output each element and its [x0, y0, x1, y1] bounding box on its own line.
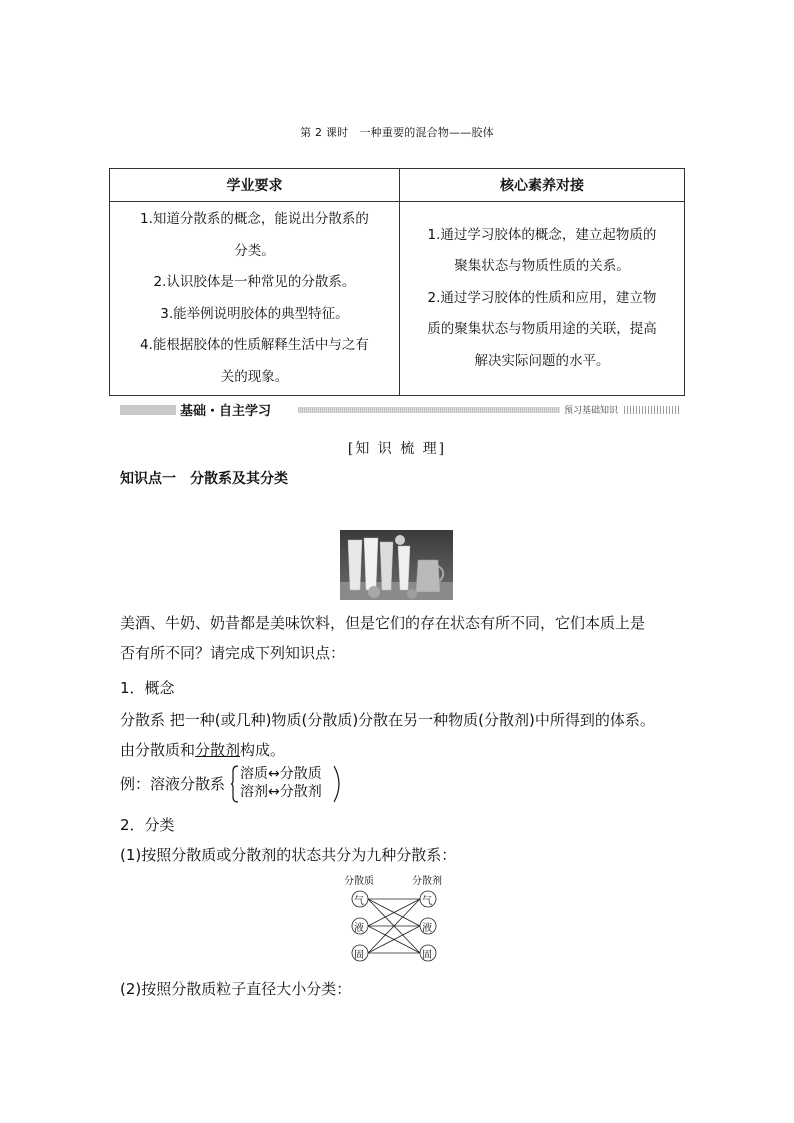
- academic-requirements-cell: [110, 202, 400, 396]
- dispersed-phase-header: 分散质: [344, 876, 374, 887]
- state-solid-right: 固: [422, 950, 432, 961]
- knowledge-review-heading: [知 识 梳 理]: [347, 441, 447, 457]
- drinks-photo: [340, 530, 453, 600]
- state-liquid-left: 液: [354, 923, 364, 934]
- state-gas-left: 气: [354, 896, 364, 907]
- classification-by-size: (2)按照分散质粒子直径大小分类：: [120, 980, 352, 998]
- section-2-heading: 2．分类: [120, 816, 175, 834]
- intro-line: 美酒、牛奶、奶昔都是美味饮料，但是它们的存在状态有所不同，它们本质上是: [120, 614, 646, 632]
- example-label: 例：溶液分散系: [120, 775, 226, 793]
- core-literacy-cell: [400, 202, 685, 396]
- section-1-heading: 1．概念: [120, 679, 175, 697]
- band-title: 基础・自主学习: [180, 404, 272, 419]
- table-line: 3.能举例说明胶体的典型特征。: [160, 305, 349, 322]
- table-line: 4.能根据胶体的性质解释生活中与之有: [140, 337, 369, 353]
- intro-line: 否有所不同？请完成下列知识点：: [120, 644, 346, 662]
- table-line: 分类。: [234, 242, 275, 259]
- example-line2: 溶剂↔分散剂: [240, 784, 322, 800]
- table-line: 1.通过学习胶体的概念，建立起物质的: [427, 226, 657, 243]
- table-line: 2.认识胶体是一种常见的分散系。: [153, 274, 356, 290]
- state-gas-right: 气: [422, 896, 432, 907]
- section-band: [120, 403, 680, 417]
- left-brace-icon: [230, 765, 240, 803]
- composition-line: [120, 739, 285, 760]
- table-line: 关的现象。: [220, 368, 289, 385]
- table-header-academic: 学业要求: [110, 169, 400, 202]
- dispersion-medium-header: 分散剂: [412, 876, 442, 887]
- band-decor-middle: [298, 407, 560, 413]
- table-line: 聚集状态与物质性质的关系。: [454, 258, 630, 275]
- composition-underlined: 分散剂: [195, 741, 241, 759]
- classification-by-state: (1)按照分散质或分散剂的状态共分为九种分散系：: [120, 846, 457, 864]
- knowledge-point-title: 知识点一 分散系及其分类: [120, 471, 288, 487]
- band-right-label: 预习基础知识: [564, 406, 619, 416]
- state-solid-left: 固: [354, 950, 364, 961]
- table-line: 2.通过学习胶体的性质和应用，建立物: [427, 289, 657, 306]
- table-header-core-literacy: 核心素养对接: [400, 169, 685, 202]
- composition-prefix: 由分散质和: [120, 741, 196, 759]
- band-decor-right: [624, 406, 680, 414]
- requirements-table: [109, 168, 685, 396]
- lesson-title: 第 2 课时 一种重要的混合物——胶体: [300, 126, 494, 139]
- table-line: 1.知道分散系的概念，能说出分散系的: [140, 211, 369, 227]
- right-paren-icon: [332, 765, 342, 803]
- table-line: 解决实际问题的水平。: [474, 352, 610, 369]
- composition-suffix: 构成。: [240, 741, 286, 759]
- state-liquid-right: 液: [422, 923, 432, 934]
- example-line1: 溶质↔分散质: [240, 766, 322, 782]
- table-line: 质的聚集状态与物质用途的关联，提高: [427, 321, 657, 338]
- definition-line: 分散系 把一种(或几种)物质(分散质)分散在另一种物质(分散剂)中所得到的体系。: [120, 711, 655, 729]
- intro-paragraph: [120, 608, 686, 668]
- nine-dispersion-diagram: [340, 870, 452, 970]
- band-decor-left: [120, 405, 176, 415]
